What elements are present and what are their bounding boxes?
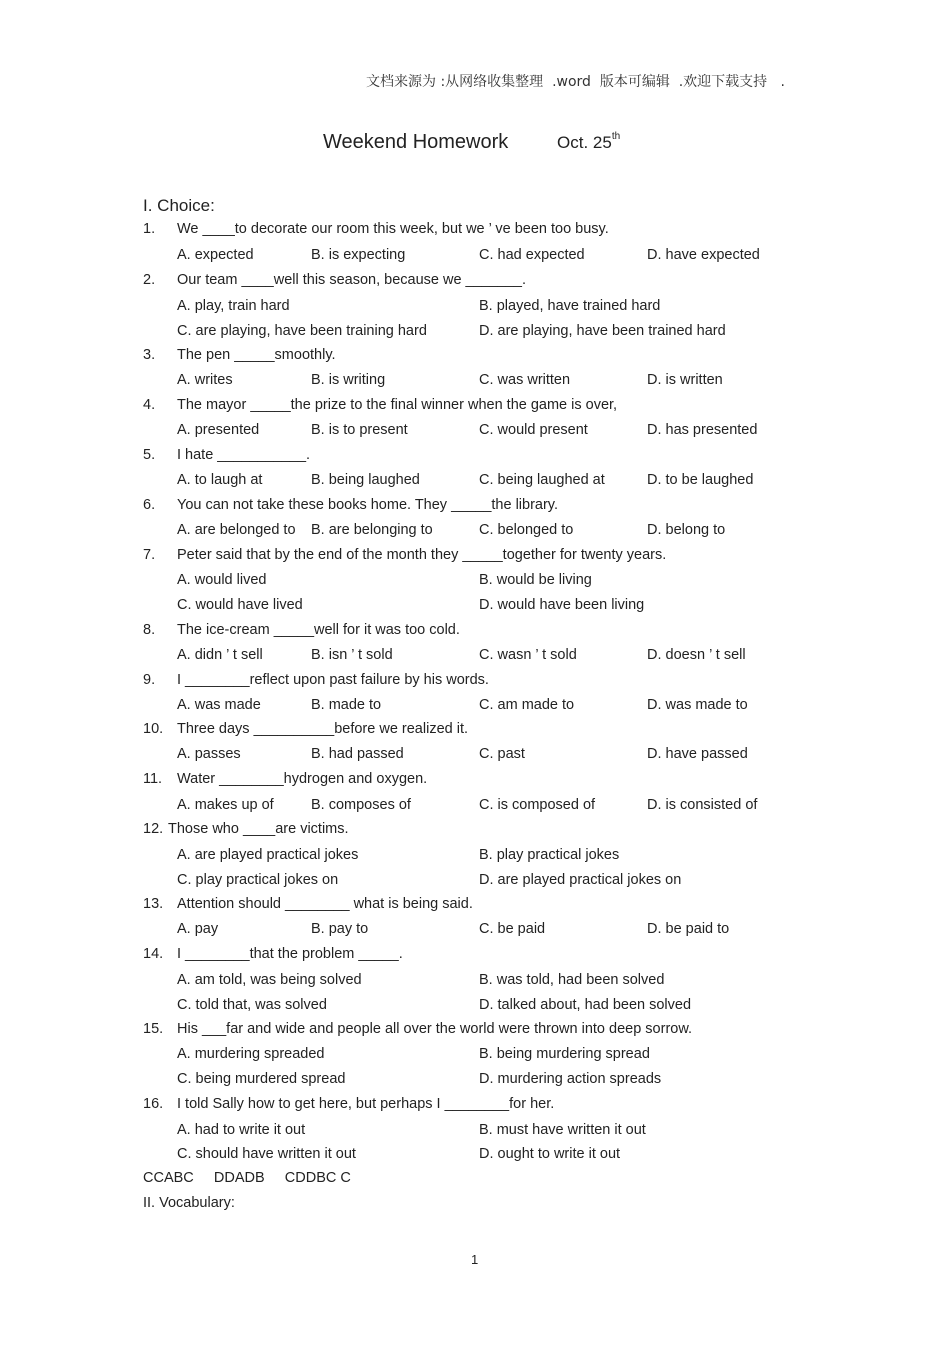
answer-option: A. had to write it out [177,1122,306,1138]
section-vocabulary-heading: II. Vocabulary: [143,1195,235,1211]
answer-option: D. is written [647,372,723,388]
question-number: 1. [143,221,156,237]
answer-option: A. passes [177,746,241,762]
question-text: I told Sally how to get here, but perhaps I ________for her. [177,1096,555,1112]
section-choice-heading: I. Choice: [143,196,215,215]
question-text: The pen _____smoothly. [177,347,336,363]
answer-option: C. are playing, have been training hard [177,323,427,339]
answer-option: B. would be living [479,572,592,588]
answer-option: C. should have written it out [177,1146,356,1162]
answer-option: A. murdering spreaded [177,1046,325,1062]
answer-option: C. is composed of [479,797,596,813]
answer-option: A. presented [177,422,260,438]
answer-option: A. would lived [177,572,267,588]
answer-option: A. am told, was being solved [177,972,362,988]
answer-option: D. has presented [647,422,758,438]
answer-option: B. being murdering spread [479,1046,650,1062]
answer-option: D. ought to write it out [479,1146,621,1162]
answer-option: B. is to present [311,422,408,438]
question-text: The ice-cream _____well for it was too cold. [177,622,460,638]
question-number: 3. [143,347,156,363]
answer-option: A. was made [177,697,261,713]
answer-option: D. is consisted of [647,797,758,813]
question-number: 2. [143,272,156,288]
question-text: Peter said that by the end of the month they _____together for twenty years. [177,547,667,563]
question-text: I hate ___________. [177,447,311,463]
page-title: Weekend Homework [323,131,509,153]
answer-option: B. isn ’ t sold [311,647,393,663]
question-text: Water ________hydrogen and oxygen. [177,771,428,787]
question-number: 4. [143,397,156,413]
answer-option: B. pay to [311,921,369,937]
answer-option: C. wasn ’ t sold [479,647,577,663]
answer-option: B. are belonging to [311,522,433,538]
answer-option: A. play, train hard [177,298,290,314]
answer-option: C. am made to [479,697,575,713]
answer-option: B. was told, had been solved [479,972,665,988]
answer-option: C. past [479,746,525,762]
answer-option: A. makes up of [177,797,274,813]
answer-option: A. are played practical jokes [177,847,359,863]
answer-option: D. talked about, had been solved [479,997,692,1013]
answer-option: D. was made to [647,697,748,713]
question-number: 12. [143,821,164,837]
question-number: 10. [143,721,164,737]
answer-option: D. murdering action spreads [479,1071,662,1087]
date-label [557,133,620,153]
answer-option: B. played, have trained hard [479,298,661,314]
answer-option: C. belonged to [479,522,574,538]
question-number: 8. [143,622,156,638]
answer-option: B. being laughed [311,472,420,488]
answer-option: A. expected [177,247,254,263]
date-main: Oct. 25 [557,133,612,152]
page-number: 1 [471,1252,479,1267]
answer-option: D. to be laughed [647,472,754,488]
answer-option: D. are played practical jokes on [479,872,682,888]
answer-option: A. didn ’ t sell [177,647,263,663]
answer-option: B. play practical jokes [479,847,620,863]
question-text: We ____to decorate our room this week, but we ’ ve been too busy. [177,221,609,237]
question-text: I ________reflect upon past failure by his words. [177,672,489,688]
question-text: You can not take these books home. They _____the library. [177,497,559,513]
answer-option: B. is expecting [311,247,406,263]
question-text: His ___far and wide and people all over the world were thrown into deep sorrow. [177,1021,693,1037]
answer-option: D. doesn ’ t sell [647,647,746,663]
answer-option: C. being murdered spread [177,1071,346,1087]
source-note: 文档来源为 :从网络收集整理 .word 版本可编辑 .欢迎下载支持 . [366,74,785,90]
answer-option: A. are belonged to [177,522,296,538]
answer-option: C. would have lived [177,597,303,613]
question-number: 5. [143,447,156,463]
answer-option: C. had expected [479,247,585,263]
question-number: 6. [143,497,156,513]
question-number: 9. [143,672,156,688]
answer-option: B. is writing [311,372,386,388]
question-number: 11. [143,771,163,787]
answer-option: D. be paid to [647,921,730,937]
question-text: Our team ____well this season, because we _______. [177,272,527,288]
question-text: I ________that the problem _____. [177,946,403,962]
answer-option: D. have passed [647,746,748,762]
question-number: 16. [143,1096,164,1112]
answer-option: C. was written [479,372,571,388]
answer-option: C. would present [479,422,588,438]
question-text: Three days __________before we realized it. [177,721,468,737]
answer-option: B. composes of [311,797,411,813]
answer-option: D. belong to [647,522,726,538]
question-number: 7. [143,547,156,563]
question-number: 15. [143,1021,164,1037]
answer-option: A. writes [177,372,233,388]
answer-option: C. play practical jokes on [177,872,339,888]
answer-option: A. pay [177,921,219,937]
answer-option: D. would have been living [479,597,645,613]
date-suffix: th [611,131,621,143]
answer-option: D. are playing, have been trained hard [479,323,726,339]
answer-option: A. to laugh at [177,472,263,488]
answer-option: B. made to [311,697,382,713]
question-number: 14. [143,946,164,962]
answer-option: C. being laughed at [479,472,605,488]
question-text: Attention should ________ what is being said. [177,896,473,912]
answer-option: C. told that, was solved [177,997,327,1013]
question-text: Those who ____are victims. [168,821,349,837]
answer-option: C. be paid [479,921,546,937]
answer-option: B. must have written it out [479,1122,646,1138]
answer-key: CCABC DDADB CDDBC C [143,1170,351,1186]
question-text: The mayor _____the prize to the final winner when the game is over, [177,397,618,413]
question-number: 13. [143,896,164,912]
answer-option: D. have expected [647,247,760,263]
answer-option: B. had passed [311,746,404,762]
